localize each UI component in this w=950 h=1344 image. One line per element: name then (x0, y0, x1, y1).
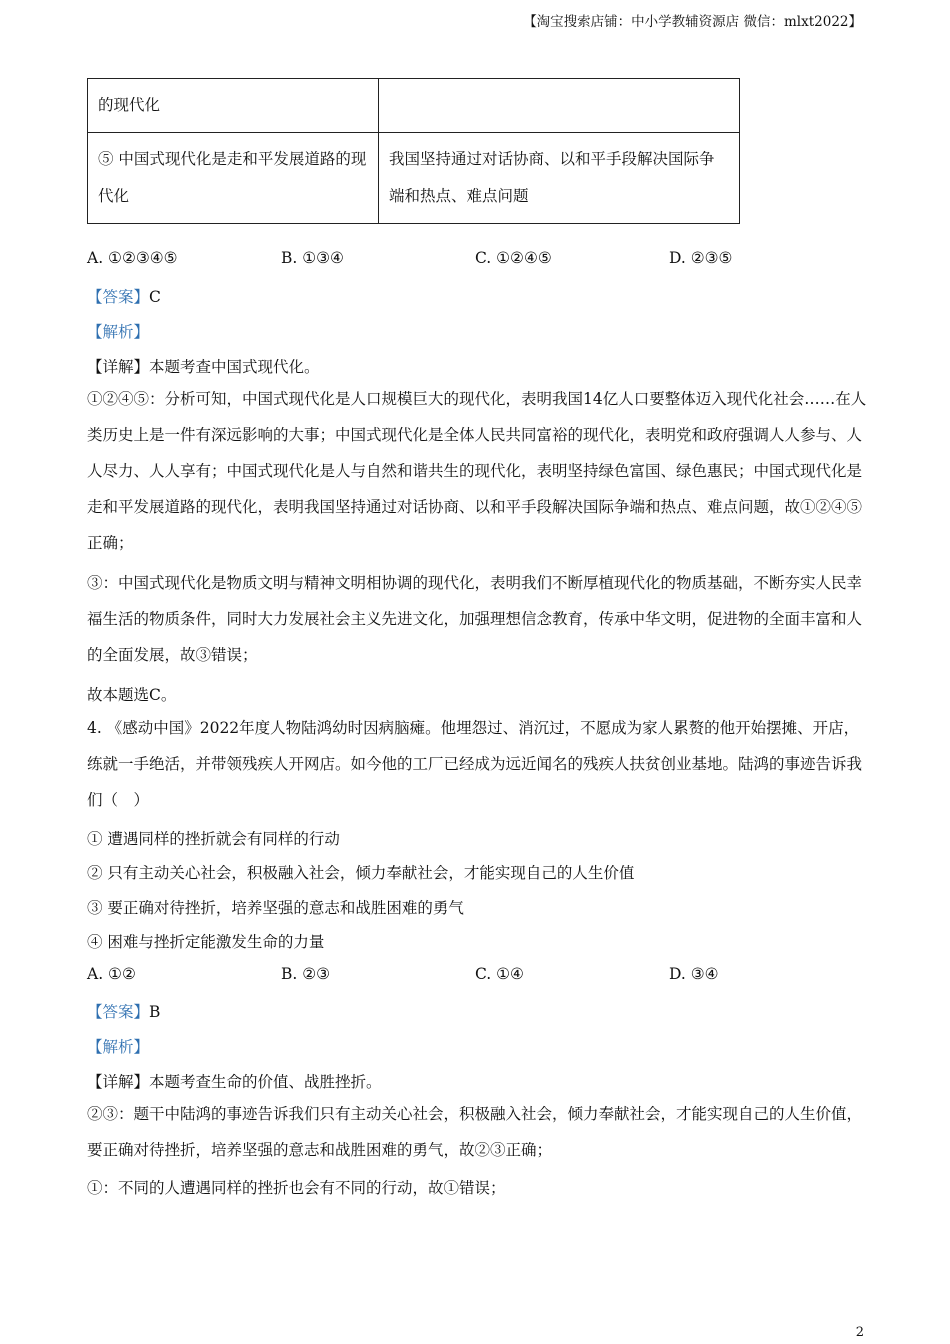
option: B. ①③④ (281, 249, 344, 267)
answer-value: C (149, 288, 161, 306)
q3-explanation-2: ③：中国式现代化是物质文明与精神文明相协调的现代化，表明我们不断厚植现代化的物质基础，不断夯实人民幸福生活的物质条件，同时大力发展社会主义先进文化，加强理想信念教育，传承中华文明，促进物的全面丰富和人的全面发展，故③错误； (87, 574, 863, 664)
q4-detail (87, 1070, 382, 1092)
detail-label: 【详解】 (87, 358, 150, 376)
page-number: 2 (855, 1325, 864, 1340)
answer-label: 【答案】 (87, 288, 150, 306)
q3-detail (87, 355, 320, 377)
comparison-table (87, 78, 740, 224)
q4-options (87, 965, 867, 989)
detail-intro: 本题考查生命的价值、战胜挫折。 (149, 1073, 382, 1091)
answer-label: 【答案】 (87, 1003, 150, 1021)
option: C. ①④ (475, 965, 524, 983)
table-cell: 的现代化 (88, 79, 379, 133)
table-row (88, 79, 740, 133)
q3-answer (87, 285, 161, 307)
q4-statement: ④ 困难与挫折定能激发生命的力量 (87, 933, 325, 951)
option: D. ②③⑤ (669, 249, 733, 267)
table-cell (379, 79, 740, 133)
page-header: 【淘宝搜索店铺：中小学教辅资源店 微信：mlxt2022】 (523, 14, 862, 30)
answer-value: B (149, 1003, 161, 1021)
q4-analysis-label: 【解析】 (87, 1038, 150, 1056)
q4-statement: ① 遭遇同样的挫折就会有同样的行动 (87, 830, 340, 848)
q4-statement: ② 只有主动关心社会，积极融入社会，倾力奉献社会，才能实现自己的人生价值 (87, 864, 635, 882)
q4-explanation-2: ①：不同的人遭遇同样的挫折也会有不同的行动，故①错误； (87, 1179, 506, 1197)
detail-intro: 本题考查中国式现代化。 (149, 358, 320, 376)
q4-explanation-1: ②③：题干中陆鸿的事迹告诉我们只有主动关心社会，积极融入社会，倾力奉献社会，才能实现自己的人生价值，要正确对待挫折，培养坚强的意志和战胜困难的勇气，故②③正确； (87, 1105, 863, 1159)
option: D. ③④ (669, 965, 719, 983)
q4-answer (87, 1000, 160, 1022)
option: A. ①② (87, 965, 136, 983)
q4-stem: 4. 《感动中国》2022年度人物陆鸿幼时因病脑瘫。他埋怨过、消沉过，不愿成为家人累赘的他开始摆摊、开店，练就一手绝活，并带领残疾人开网店。如今他的工厂已经成为远近闻名的残疾人扶贫创业基地。陆鸿的事迹告诉我们（ ） (87, 719, 863, 809)
table-row (88, 133, 740, 224)
option: B. ②③ (281, 965, 331, 983)
q3-explanation-1: ①②④⑤：分析可知，中国式现代化是人口规模巨大的现代化，表明我国14亿人口要整体迈入现代化社会……在人类历史上是一件有深远影响的大事；中国式现代化是全体人民共同富裕的现代化，表明党和政府强调人人参与、人人尽力、人人享有；中国式现代化是人与自然和谐共生的现代化，表明坚持绿色富国、绿色惠民；中国式现代化是走和平发展道路的现代化，表明我国坚持通过对话协商、以和平手段解决国际争端和热点、难点问题，故①②④⑤正确； (87, 390, 867, 552)
option: C. ①②④⑤ (475, 249, 552, 267)
q3-conclusion: 故本题选C。 (87, 686, 177, 704)
table-cell: ⑤ 中国式现代化是走和平发展道路的现代化 (88, 133, 379, 224)
detail-label: 【详解】 (87, 1073, 150, 1091)
option: A. ①②③④⑤ (87, 249, 178, 267)
q4-statement: ③ 要正确对待挫折，培养坚强的意志和战胜困难的勇气 (87, 899, 464, 917)
table-cell: 我国坚持通过对话协商、以和平手段解决国际争端和热点、难点问题 (379, 133, 740, 224)
q3-options (87, 249, 867, 273)
q3-analysis-label: 【解析】 (87, 323, 150, 341)
